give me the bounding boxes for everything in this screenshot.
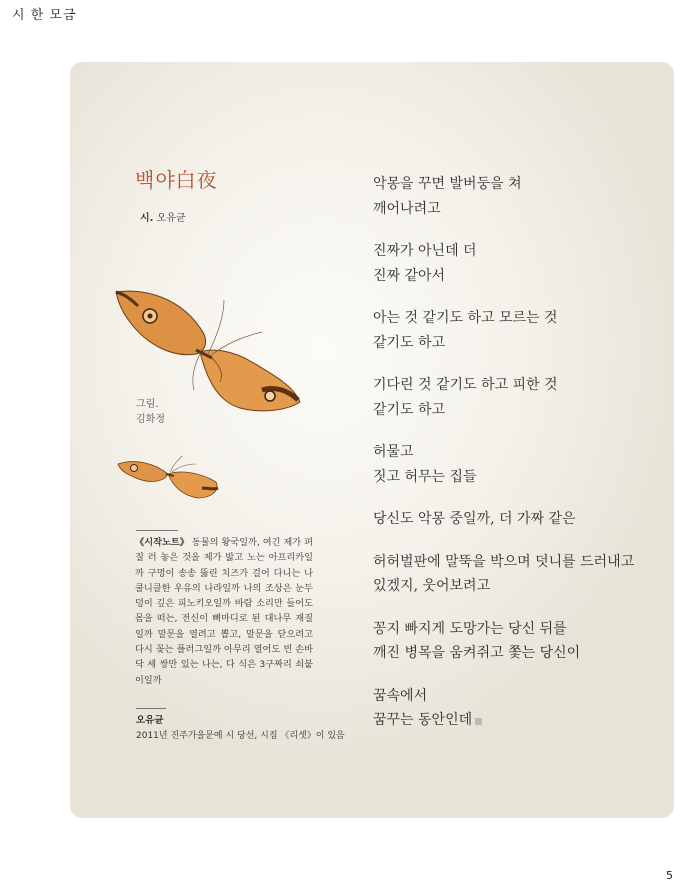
poem-line: 꿈꾸는 동안인데 — [373, 708, 643, 733]
poem-line: 있겠지, 웃어보려고 — [373, 578, 491, 594]
poem-stanza — [373, 239, 643, 288]
poem-line: 허허벌판에 말뚝을 박으며 덧니를 드러내고 — [373, 553, 635, 570]
section-header: 시 한 모금 — [12, 8, 77, 23]
illustration-credit — [136, 397, 165, 427]
poem-line: 깨어나려고 — [373, 200, 441, 217]
poem-line: 기다린 것 같기도 하고 피한 것 — [373, 377, 558, 393]
poem-stanza — [373, 684, 643, 733]
end-mark-icon — [475, 718, 482, 725]
illustrator-name: 김화정 — [136, 414, 165, 425]
poem-line: 악몽을 꾸면 발버둥을 쳐 — [373, 176, 522, 192]
bio-divider — [136, 708, 166, 709]
poem-line: 같기도 하고 — [373, 401, 446, 418]
poem-body — [373, 172, 643, 751]
poem-line: 허물고 — [373, 444, 414, 460]
poem-stanza — [373, 306, 643, 355]
poem-stanza — [373, 440, 643, 489]
page-number: 5 — [666, 869, 673, 882]
note-divider — [136, 530, 178, 531]
poem-line: 꽁지 빠지게 도망가는 당신 뒤를 — [373, 620, 567, 637]
poem-line: 깨진 병목을 움켜쥐고 쫓는 당신이 — [373, 645, 581, 661]
poem-line: 같기도 하고 — [373, 334, 446, 351]
poem-line: 당신도 악몽 중일까, 더 가짜 같은 — [373, 511, 576, 527]
note-label: 《시작노트》 — [135, 537, 189, 548]
poem-line: 꿈속에서 — [373, 687, 428, 704]
bio-name: 오유균 — [136, 715, 164, 726]
author-name: 오유균 — [156, 213, 186, 224]
poem-author — [140, 209, 186, 224]
note-text: 동물의 왕국일까, 여긴 제가 펴질 러 놓은 것을 제가 밟고 노는 아프리카일까 구멍이 송송 뚫린 치즈가 걸어 다니는 나쿨니클한 우유의 나라일까 나의 조상은 눈두덩이 깊은 피노키오일까 바람 소리만 들어도 몸을 떠는, 전신이 뼈마디로 된 대나무 재질일까 말문을 열려고 뽑고, 말문을 닫으려고 다시 꽂는 플러그일까 아무리 열어도 빈 손바닥 세 쌍만 있는 나는, 다 식은 3구짜리 쇠붙이일까 — [135, 537, 313, 686]
poem-title: 백야白夜 — [135, 168, 218, 192]
butterfly-small-illustration — [116, 452, 224, 502]
poem-line: 아는 것 같기도 하고 모르는 것 — [373, 310, 558, 326]
poem-stanza — [373, 617, 643, 666]
poem-line: 진짜 같아서 — [373, 267, 446, 284]
poem-stanza — [373, 507, 643, 532]
author-label: 시. — [140, 213, 154, 224]
poem-stanza — [373, 550, 643, 599]
poem-line: 짓고 허무는 집들 — [373, 468, 477, 485]
illustration-label: 그림. — [136, 399, 159, 410]
bio-text: 2011년 진주가을문예 시 당선, 시집 《리셋》이 있음 — [136, 731, 345, 741]
poem-line: 진짜가 아닌데 더 — [373, 243, 477, 259]
poet-note — [135, 535, 313, 688]
poem-stanza — [373, 172, 643, 221]
poem-stanza — [373, 373, 643, 422]
